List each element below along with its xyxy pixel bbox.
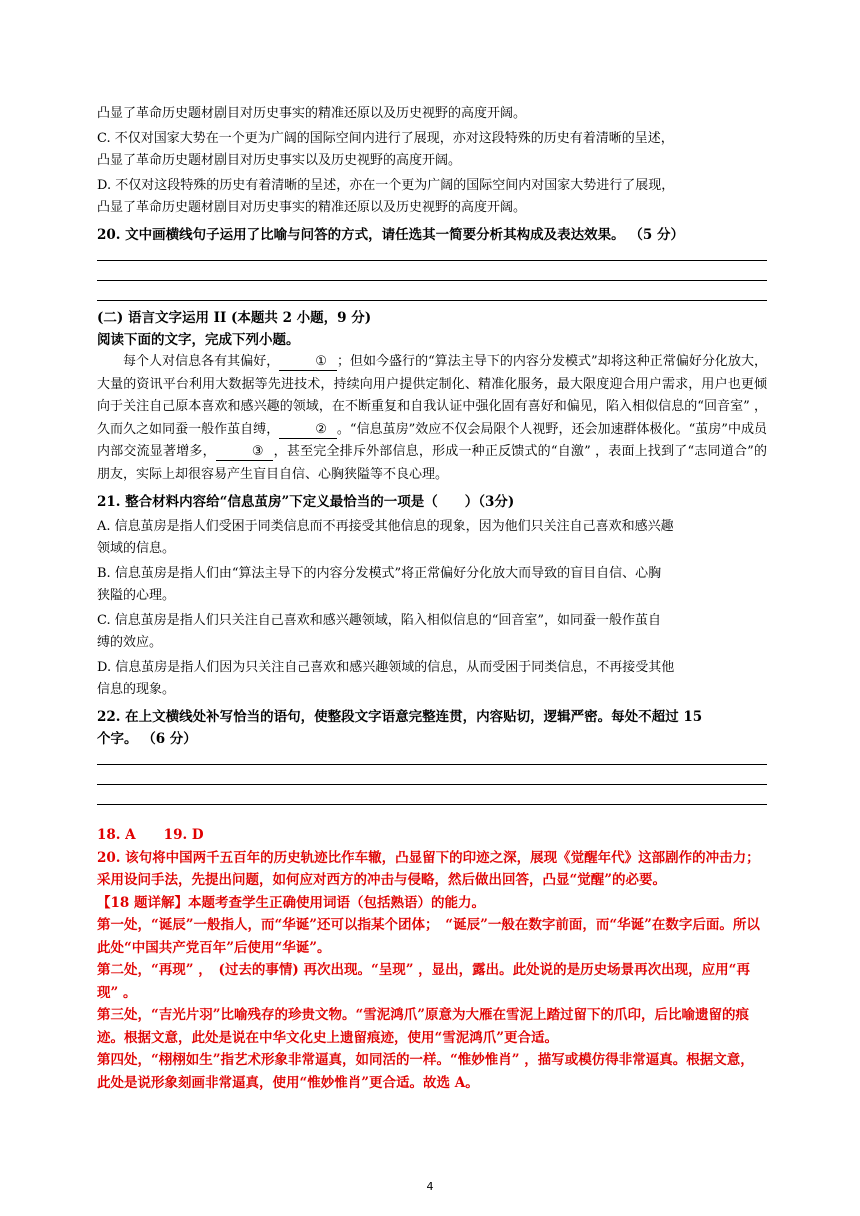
option-d-line2: 信息的现象。	[97, 682, 176, 697]
passage-text: ，甚至完全排斥外部信息，形成一种正反馈式的“自激” ，表面上找到了“志同道合”的朋友，实际上却很容易产生盲目自信、心胸狭隘等不良心理。	[97, 444, 767, 482]
detail-title: 【18 题详解】本题考查学生正确使用词语（包括熟语）的能力。	[97, 894, 485, 911]
answer-18: 18. A	[97, 827, 136, 843]
question-22-line1: 22. 在上文横线处补写恰当的语句，使整段文字语意完整连贯，内容贴切，逻辑严密。每处不超过 15	[97, 709, 703, 725]
question-21: 21. 整合材料内容给“信息茧房”下定义最恰当的一项是（ ）（3分)	[97, 494, 515, 510]
passage-text: 。“信息茧房”效应不仅会局限个人视野，还会加速群体极化。“茧房”中成员内部交流显著增多，	[97, 421, 767, 459]
option-d-line2: 凸显了革命历史题材剧目对历史事实的精准还原以及历史视野的高度开阔。	[97, 200, 527, 215]
answers-18-19	[97, 824, 767, 847]
option-d-line1: D. 信息茧房是指人们因为只关注自己喜欢和感兴趣领域的信息，从而受困于同类信息，不再接受其他	[97, 660, 675, 675]
section-divider	[97, 300, 767, 486]
answer-line	[97, 260, 767, 261]
answer-19: 19. D	[163, 827, 204, 843]
detail-third: 第三处，“吉光片羽”比喻残存的珍贵文物。“雪泥鸿爪”原意为大雁在雪泥上踏过留下的爪印，后比喻遗留的痕迹。根据文意，此处是说在中华文化史上遗留痕迹，使用“雪泥鸿爪”更合适。	[97, 1007, 750, 1046]
option-c-line2: 凸显了革命历史题材剧目对历史事实以及历史视野的高度开阔。	[97, 153, 462, 168]
page-number: 4	[426, 1180, 434, 1193]
answer-key	[97, 824, 767, 1094]
blank-3: ③	[216, 444, 274, 461]
answer-line	[97, 784, 767, 785]
option-c-line1: C. 不仅对国家大势在一个更为广阔的国际空间内进行了展现，亦对这段特殊的历史有着清晰的呈述，	[97, 131, 674, 146]
option-b-line1: B. 信息茧房是指人们由“算法主导下的内容分发模式”将正常偏好分化放大而导致的盲目自信、心胸	[97, 566, 662, 581]
passage-text: ；但如今盛行的“算法主导下的内容分发模式”却将这种正常偏好分化放大，大量的资讯平台利用大数据等先进技术，持续向用户提供定制化、精准化服务，最大限度迎合用户需求，用户也更倾向于关注自己原本喜欢和感兴趣的领域，在不断重复和自我认证中强化固有喜好和偏见，陷入相似信息的“回音室” ，久而久之如同蚕一般作茧自缚，	[97, 354, 767, 437]
option-d-line1: D. 不仅对这段特殊的历史有着清晰的呈述，亦在一个更为广阔的国际空间内对国家大势进行了展现，	[97, 178, 675, 193]
question-20: 20. 文中画横线句子运用了比喻与问答的方式，请任选其一简要分析其构成及表达效果。 （5 分）	[97, 227, 684, 243]
blank-2: ②	[279, 422, 337, 439]
option-c-line2: 缚的效应。	[97, 635, 163, 650]
section-instruction: 阅读下面的文字，完成下列小题。	[97, 332, 300, 348]
option-b-line2: 狭隘的心理。	[97, 588, 176, 603]
answer-20: 20. 该句将中国两千五百年的历史轨迹比作车辙，凸显留下的印迹之深，展现《觉醒年代》这部剧作的冲击力；采用设问手法，先提出问题，如何应对西方的冲击与侵略，然后做出回答，凸显“觉醒”的必要。	[97, 849, 760, 888]
option-a-line1: A. 信息茧房是指人们受困于同类信息而不再接受其他信息的现象，因为他们只关注自己喜欢和感兴趣	[97, 519, 674, 534]
answer-line	[97, 764, 767, 765]
page-content	[97, 103, 767, 1094]
option-b-tail: 凸显了革命历史题材剧目对历史事实的精准还原以及历史视野的高度开阔。	[97, 106, 527, 121]
option-a-line2: 领域的信息。	[97, 541, 176, 556]
detail-second: 第二处，“再现” ， (过去的事情) 再次出现。“呈现” ，显出，露出。此处说的是历史场景再次出现，应用“再现” 。	[97, 962, 750, 1001]
passage-text: 每个人对信息各有其偏好，	[123, 354, 280, 369]
blank-1: ①	[279, 354, 337, 371]
option-c-line1: C. 信息茧房是指人们只关注自己喜欢和感兴趣领域，陷入相似信息的“回音室”，如同蚕一般作茧自	[97, 613, 662, 628]
reading-passage	[97, 351, 767, 486]
detail-fourth: 第四处，“栩栩如生”指艺术形象非常逼真，如同活的一样。“惟妙惟肖” ，描写或模仿得非常逼真。根据文意，此处是说形象刻画非常逼真，使用“惟妙惟肖”更合适。故选 A。	[97, 1052, 754, 1091]
section-title: (二) 语言文字运用 II (本题共 2 小题，9 分)	[97, 310, 372, 326]
detail-first: 第一处，“诞辰”一般指人，而“华诞”还可以指某个团体； “诞辰”一般在数字前面，而“华诞”在数字后面。所以此处“中国共产党百年”后使用“华诞”。	[97, 917, 760, 956]
answer-line	[97, 804, 767, 805]
question-22-line2: 个字。 （6 分）	[97, 731, 197, 747]
answer-line	[97, 280, 767, 281]
